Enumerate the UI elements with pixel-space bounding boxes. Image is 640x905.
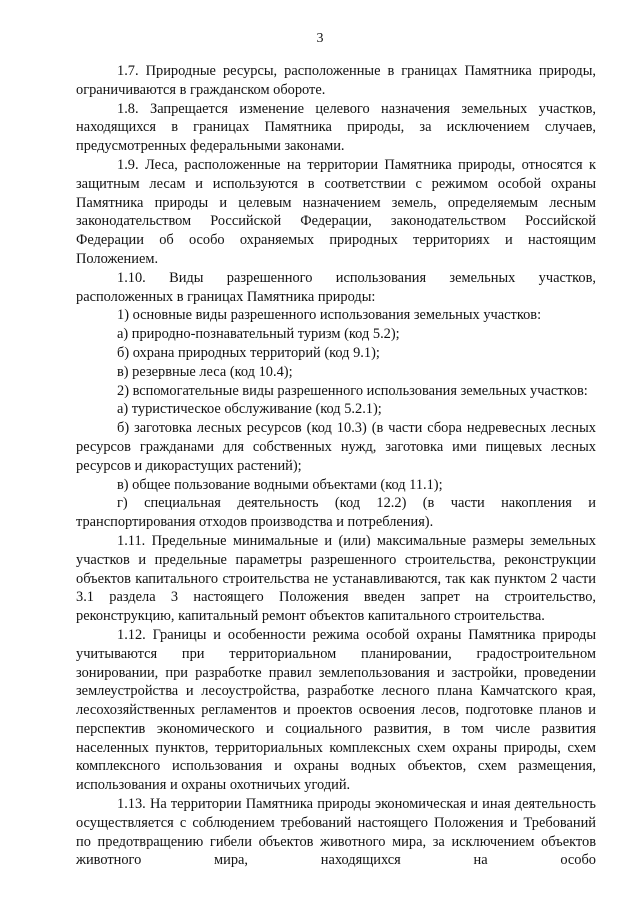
list-item-aux-a: а) туристическое обслуживание (код 5.2.1); bbox=[117, 401, 382, 418]
list-item-main-a: а) природно-познавательный туризм (код 5.2); bbox=[117, 326, 400, 343]
paragraph-1-11: 1.11. Предельные минимальные и (или) максимальные размеры земельных участков и предельные параметры разрешенного строительства, реконструкции объектов капитального строительства не устанавливаются, так как пунктом 2 части 3.1 раздела 3 настоящего Положения введен запрет на строительство, реконструкцию, капитальный ремонт объектов капитального строительства. bbox=[76, 532, 596, 625]
document-body bbox=[76, 62, 596, 870]
page-number: 3 bbox=[316, 31, 324, 46]
paragraph-1-13: 1.13. На территории Памятника природы экономическая и иная деятельность осуществляется с соблюдением требований настоящего Положения и Требований по предотвращению гибели объектов животного мира, за исключением объектов животного мира, находящихся на особо bbox=[76, 796, 596, 869]
paragraph-1-10: 1.10. Виды разрешенного использования земельных участков, расположенных в границах Памятника природы: bbox=[76, 269, 596, 305]
list-item-main-b: б) охрана природных территорий (код 9.1); bbox=[117, 344, 380, 361]
list-item-main-types: 1) основные виды разрешенного использования земельных участков: bbox=[117, 307, 542, 324]
paragraph-1-8: 1.8. Запрещается изменение целевого назначения земельных участков, находящихся в границах Памятника природы, за исключением случаев, предусмотренных федеральными законами. bbox=[76, 100, 596, 155]
list-item-aux-d: г) специальная деятельность (код 12.2) (в части накопления и транспортирования отходов производства и потребления). bbox=[76, 495, 596, 531]
list-item-main-c: в) резервные леса (код 10.4); bbox=[117, 363, 293, 380]
paragraph-1-7: 1.7. Природные ресурсы, расположенные в границах Памятника природы, ограничиваются в гражданском обороте. bbox=[76, 63, 596, 98]
list-item-aux-b: б) заготовка лесных ресурсов (код 10.3) (в части сбора недревесных лесных ресурсов гражданами для собственных нужд, заготовка ими пищевых лесных ресурсов и дикорастущих растений); bbox=[76, 420, 596, 474]
list-item-aux-c: в) общее пользование водными объектами (код 11.1); bbox=[117, 476, 443, 493]
list-item-aux-types: 2) вспомогательные виды разрешенного использования земельных участков: bbox=[117, 382, 588, 399]
paragraph-1-12: 1.12. Границы и особенности режима особой охраны Памятника природы учитываются при территориальном планировании, градостроительном зонировании, при разработке правил землепользования и застройки, проведении землеустройства и лесоустройства, разработке лесного плана Камчатского края, лесохозяйственных регламентов и проектов освоения лесов, подготовке планов и перспектив экономического и социального развития, в том числе развития населенных пунктов, территориальных комплексных схем охраны природы, схем комплексного использования и охраны водных объектов, схем размещения, использования и охраны охотничьих угодий. bbox=[76, 626, 596, 794]
paragraph-1-9: 1.9. Леса, расположенные на территории Памятника природы, относятся к защитным лесам и используются в соответствии с режимом особой охраны Памятника природы и целевым назначением земель, определяемым лесным законодательством Российской Федерации, законодательством Российской Федерации об особо охраняемых природных территориях и настоящим Положением. bbox=[76, 156, 596, 267]
